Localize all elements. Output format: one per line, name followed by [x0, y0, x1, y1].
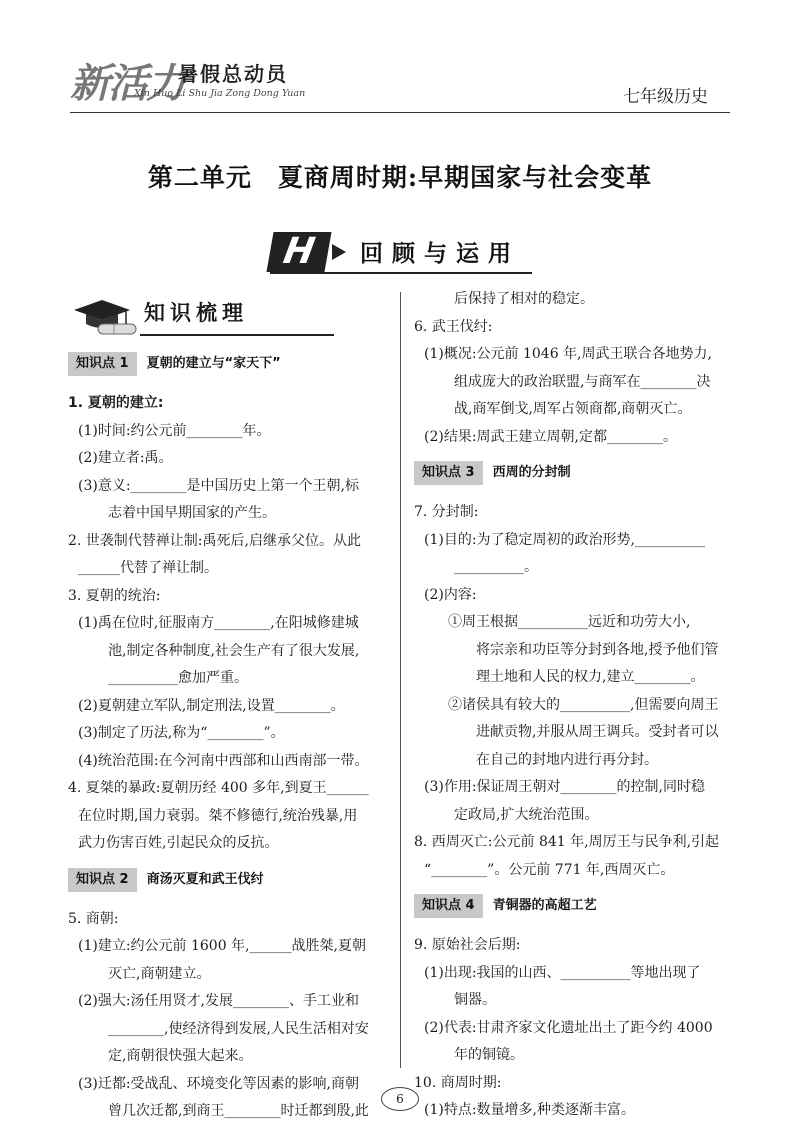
kp-title: 西周的分封制 — [492, 465, 571, 481]
list-item: (4)统治范围:在今河南中西部和山西南部一带。 — [78, 752, 369, 769]
list-item: 5. 商朝: — [68, 910, 119, 927]
page-header — [0, 0, 800, 120]
header-rule — [70, 112, 730, 113]
list-item: ①周王根据__________远近和功劳大小, — [448, 614, 691, 630]
banner-letter: H — [266, 232, 331, 272]
list-item: (2)夏朝建立军队,制定刑法,设置________。 — [78, 697, 345, 714]
list-item: 10. 商周时期: — [414, 1074, 502, 1091]
list-item: 年的铜镜。 — [454, 1047, 524, 1063]
list-item: 4. 夏桀的暴政:夏朝历经 400 多年,到夏王______ — [68, 780, 369, 796]
knowledge-point-header — [68, 352, 386, 376]
list-item: (1)概况:公元前 1046 年,周武王联合各地势力, — [424, 346, 712, 362]
right-column — [414, 286, 752, 1125]
list-item: __________。 — [454, 559, 538, 575]
list-item: (2)结果:周武王建立周朝,定都________。 — [424, 428, 677, 445]
list-item: (2)建立者:禹。 — [78, 450, 173, 466]
list-item: 1. 夏朝的建立: — [68, 395, 164, 411]
list-item: (1)目的:为了稳定周初的政治形势,__________ — [424, 531, 705, 548]
kp-tag: 知识点 1 — [68, 352, 137, 376]
kp-title: 青铜器的高超工艺 — [492, 898, 597, 914]
list-item: 8. 西周灭亡:公元前 841 年,周厉王与民争利,引起 — [414, 834, 720, 850]
brand-logo-main: 新活力 — [70, 61, 184, 107]
banner-text: 回顾与运用 — [360, 241, 520, 267]
list-item: 9. 原始社会后期: — [414, 937, 521, 953]
list-item: (1)出现:我国的山西、__________等地出现了 — [424, 964, 701, 981]
page-number: 6 — [381, 1087, 419, 1111]
kp-title: 商汤灭夏和武王伐纣 — [146, 871, 264, 887]
kp-title: 夏朝的建立与“家天下” — [146, 356, 281, 372]
list-item: 组成庞大的政治联盟,与商军在________决 — [454, 373, 711, 390]
list-item: (1)特点:数量增多,种类逐渐丰富。 — [424, 1102, 635, 1118]
list-item: (2)内容: — [424, 586, 477, 603]
kp-tag: 知识点 3 — [414, 461, 483, 485]
list-item: (3)迁都:受战乱、环境变化等因素的影响,商朝 — [78, 1075, 359, 1092]
list-item: (2)强大:汤任用贤才,发展________、手工业和 — [78, 993, 359, 1009]
list-item: ②诸侯具有较大的__________,但需要向周王 — [448, 696, 719, 713]
list-item: (2)代表:甘肃齐家文化遗址出土了距今约 4000 — [424, 1019, 713, 1036]
kp-tag: 知识点 4 — [414, 894, 483, 918]
grade-subject: 七年级历史 — [623, 87, 708, 107]
list-item: 灭亡,商朝建立。 — [108, 965, 211, 982]
list-item: 理土地和人民的权力,建立________。 — [476, 669, 705, 685]
banner-arrow-icon — [332, 244, 346, 260]
list-item: 在位时期,国力衰弱。桀不修德行,统治残暴,用 — [78, 807, 358, 824]
brand-logo-sub: 暑假总动员 — [178, 62, 288, 86]
knowledge-point-header — [68, 868, 386, 892]
list-item: (3)作用:保证周王朝对________的控制,同时稳 — [424, 779, 705, 795]
list-item: 6. 武王伐纣: — [414, 318, 493, 335]
section-title: 知识梳理 — [144, 301, 248, 325]
list-item: 志着中国早期国家的产生。 — [108, 505, 276, 521]
list-item: 7. 分封制: — [414, 504, 479, 520]
list-item: 定政局,扩大统治范围。 — [454, 806, 599, 823]
section-underline — [140, 334, 334, 336]
list-item: (3)意义:________是中国历史上第一个王朝,标 — [78, 477, 359, 494]
list-item: 进献贡物,并服从周王调兵。受封者可以 — [476, 724, 719, 740]
list-item: (3)制定了历法,称为“________”。 — [78, 725, 285, 741]
list-item: 武力伤害百姓,引起民众的反抗。 — [78, 835, 279, 851]
column-divider — [400, 292, 401, 1068]
unit-title: 第二单元 夏商周时期:早期国家与社会变革 — [147, 163, 653, 192]
banner-underline — [270, 272, 532, 274]
list-item: 池,制定各种制度,社会生产有了很大发展, — [108, 642, 360, 659]
kp-tag: 知识点 2 — [68, 868, 137, 892]
list-item: 2. 世袭制代替禅让制:禹死后,启继承父位。从此 — [68, 532, 361, 549]
list-item: (1)禹在位时,征服南方________,在阳城修建城 — [78, 615, 359, 631]
list-item: 定,商朝很快强大起来。 — [108, 1048, 253, 1064]
section-header — [68, 290, 386, 342]
list-item: ______代替了禅让制。 — [78, 560, 218, 576]
list-item: 将宗亲和功臣等分封到各地,授予他们管 — [476, 641, 719, 658]
list-item: 铜器。 — [454, 992, 496, 1008]
knowledge-point-header — [414, 894, 752, 918]
list-item: (1)建立:约公元前 1600 年,______战胜桀,夏朝 — [78, 938, 366, 954]
list-item: 曾几次迁都,到商王________时迁都到殷,此 — [108, 1103, 369, 1119]
list-item: 3. 夏朝的统治: — [68, 587, 161, 604]
review-banner — [270, 232, 532, 272]
list-item: 在自己的封地内进行再分封。 — [476, 751, 658, 768]
list-item: 后保持了相对的稳定。 — [454, 291, 594, 307]
brand-pinyin: Xin Huo Li Shu Jia Zong Dong Yuan — [134, 88, 306, 99]
list-item: 战,商军倒戈,周军占领商都,商朝灭亡。 — [454, 401, 692, 417]
graduation-cap-icon — [68, 294, 140, 338]
list-item: ________,使经济得到发展,人民生活相对安 — [108, 1020, 369, 1037]
list-item: (1)时间:约公元前________年。 — [78, 422, 271, 439]
list-item: “________”。公元前 771 年,西周灭亡。 — [424, 861, 675, 878]
list-item: __________愈加严重。 — [108, 670, 248, 686]
knowledge-point-header — [414, 461, 752, 485]
left-column — [68, 290, 386, 1126]
